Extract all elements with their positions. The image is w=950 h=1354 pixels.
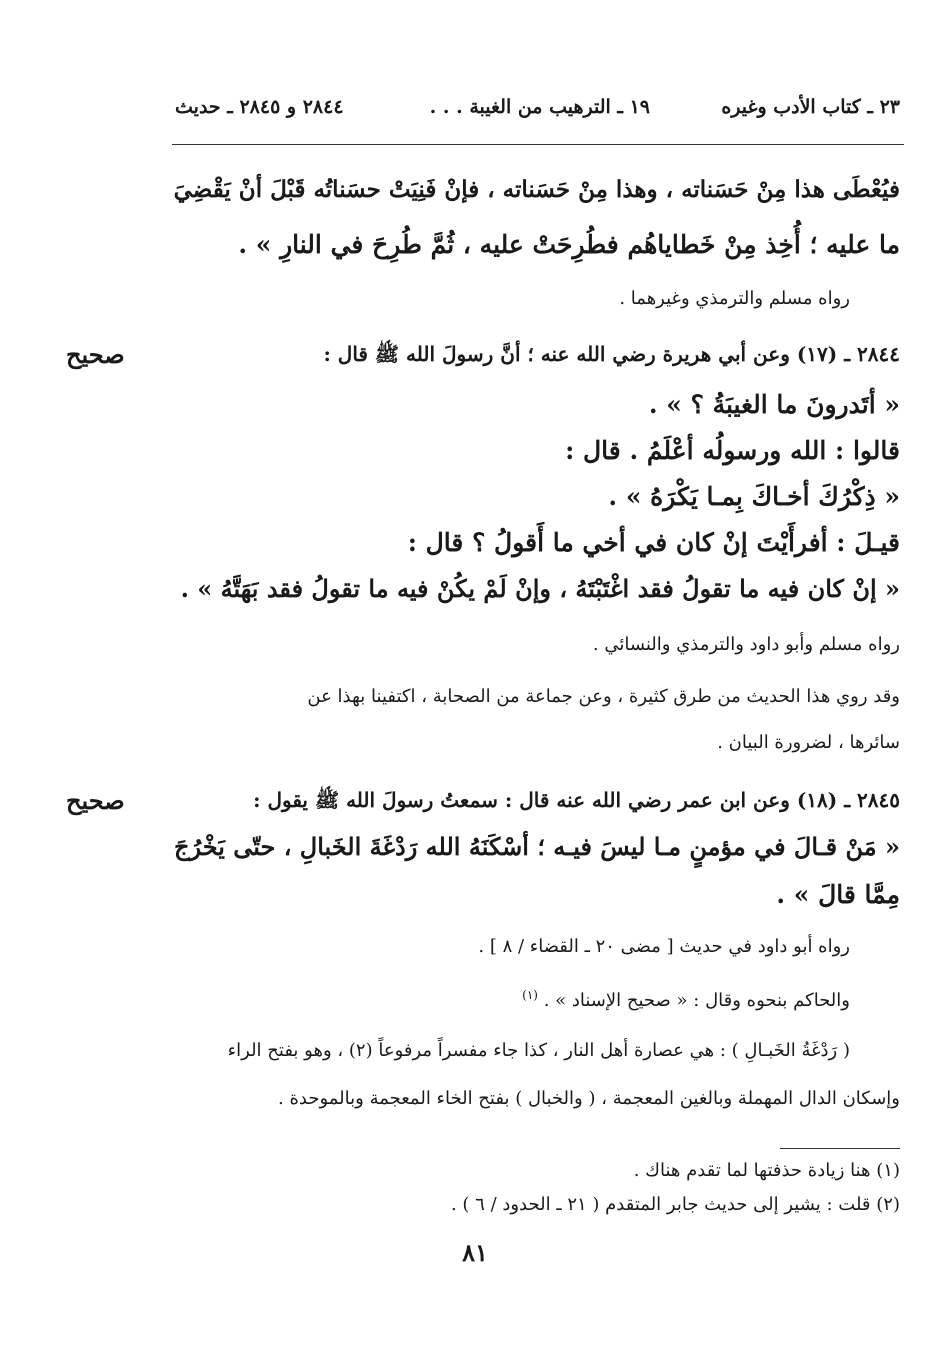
- hadith-2844-note-2: سائرها ، لضرورة البيان .: [717, 732, 900, 753]
- hadith-2844-source: رواه مسلم وأبو داود والترمذي والنسائي .: [592, 634, 900, 655]
- hadith-2844-line-5: قيـلَ : أفرأَيْتَ إنْ كان في أخي ما أَقولُ ؟ قال :: [407, 528, 900, 557]
- header-book-title: ٢٣ ـ كتاب الأدب وغيره: [721, 96, 900, 118]
- hadith-2845-source-2: [118, 988, 850, 1011]
- hadith-2845-line-3: مِمَّا قالَ » .: [776, 880, 900, 909]
- header-chapter-title: ١٩ ـ الترهيب من الغيبة . . .: [429, 96, 650, 118]
- page-number: ٨١: [462, 1238, 488, 1267]
- hadith-2844-line-1: ٢٨٤٤ ـ (١٧) وعن أبي هريرة رضي الله عنه ؛ أنَّ رسولَ الله ﷺ قال :: [323, 342, 900, 366]
- intro-source: رواه مسلم والترمذي وغيرهما .: [619, 288, 850, 309]
- gloss-line-2: وإسكان الدال المهملة وبالغين المعجمة ، ( والخبال ) بفتح الخاء المعجمة وبالموحدة .: [278, 1088, 900, 1109]
- hadith-2844-line-3: قالوا : الله ورسولُه أعْلَمُ . قال :: [565, 436, 900, 465]
- hadith-2845-line-1: ٢٨٤٥ ـ (١٨) وعن ابن عمر رضي الله عنه قال : سمعتُ رسولَ الله ﷺ يقول :: [253, 788, 900, 812]
- hadith-2845-grade: صحيح: [66, 786, 125, 815]
- gloss-line-1: ( رَدْغَةُ الخَبـالِ ) : هي عصارة أهل النار ، كذا جاء مفسراً مرفوعاً (٢) ، وهو بفتح الراء: [227, 1040, 850, 1061]
- footnote-2: (٢) قلت : يشير إلى حديث جابر المتقدم ( ٢١ ـ الحدود / ٦ ) .: [450, 1194, 900, 1215]
- footnote-marker-1: (١): [522, 988, 538, 1002]
- footnote-1: (١) هنا زيادة حذفتها لما تقدم هناك .: [633, 1160, 900, 1181]
- hadith-2844-grade: صحيح: [66, 340, 125, 369]
- hadith-2845-line-2: « مَنْ قـالَ في مؤمنٍ مـا ليسَ فيـه ؛ أسْكَنَهُ الله رَدْغَةَ الخَبالِ ، حتّى يَخْرُجَ: [174, 832, 900, 861]
- hadith-2845-source-1: رواه أبو داود في حديث [ مضى ٢٠ ـ القضاء / ٨ ] .: [478, 936, 850, 957]
- hadith-2844-line-2: « أتَدرونَ ما الغيبَةُ ؟ » .: [648, 390, 900, 419]
- hadith-2844-line-4: « ذِكْرُكَ أخـاكَ بِمـا يَكْرَهُ » .: [608, 482, 900, 511]
- intro-line-1: فيُعْطَى هذا مِنْ حَسَناته ، وهذا مِنْ حَسَناته ، فإنْ فَنِيَتْ حسَناتُه قَبْلَ أنْ يَقْضِيَ: [173, 176, 900, 203]
- header-divider: [172, 144, 904, 145]
- intro-line-2: ما عليه ؛ أُخِذ مِنْ خَطاياهُم فطُرِحَتْ عليه ، ثُمَّ طُرِحَ في النارِ » .: [238, 230, 900, 259]
- footnote-divider: [780, 1148, 900, 1149]
- header-hadith-range: ٢٨٤٤ و ٢٨٤٥ ـ حديث: [175, 96, 344, 118]
- hadith-2844-note-1: وقد روي هذا الحديث من طرق كثيرة ، وعن جماعة من الصحابة ، اكتفينا بهذا عن: [307, 686, 900, 707]
- hadith-2844-line-6: « إنْ كان فيه ما تقولُ فقد اغْتَبْتَهُ ، وإنْ لَمْ يكُنْ فيه ما تقولُ فقد بَهَتَّهُ » .: [180, 574, 900, 603]
- hadith-2845-source-2-text: والحاكم بنحوه وقال : « صحيح الإسناد » .: [543, 990, 850, 1011]
